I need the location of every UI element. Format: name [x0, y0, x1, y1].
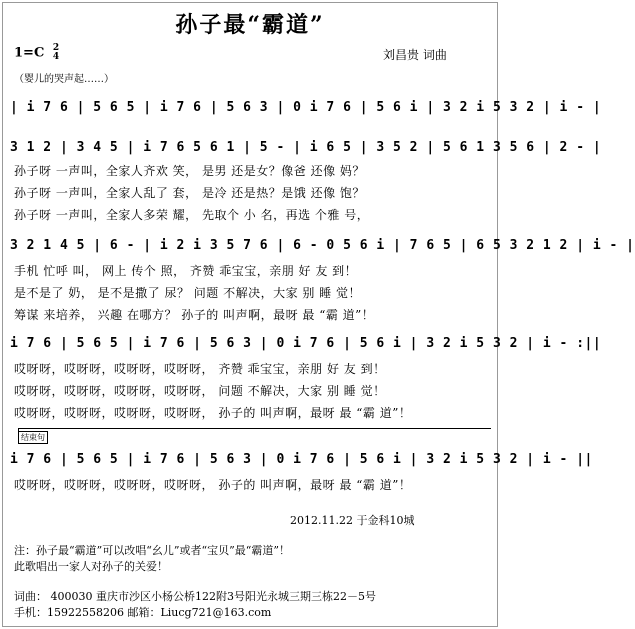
lyric-line: 哎呀呀，哎呀呀，哎呀呀，哎呀呀， 齐赞 乖宝宝，亲朋 好 友 到！: [14, 362, 386, 376]
lyric-line: 手机 忙呼 叫， 网上 传个 照， 齐赞 乖宝宝，亲朋 好 友 到！: [14, 264, 358, 278]
meter-top: 2: [52, 43, 60, 53]
meter-bottom: 4: [52, 52, 60, 62]
time-signature: [53, 44, 59, 62]
key-signature: [14, 44, 59, 62]
intro-note: （婴儿的哭声起……）: [14, 74, 114, 85]
footnote: 此歌唱出一家人对孙子的关爱！: [14, 560, 168, 573]
ending-bracket: [18, 428, 491, 435]
author-credit: 刘昌贵 词曲: [383, 48, 447, 62]
notation-row: 3 2 1 4 5 | 6 - | i 2 i 3 5 7 6 | 6 - 0 5 6 i | 7 6 5 | 6 5 3 2 1 2 | i - |: [10, 238, 635, 253]
notation-row: i 7 6 | 5 6 5 | i 7 6 | 5 6 3 | 0 i 7 6 | 5 6 i | 3 2 i 5 3 2 | i - ||: [10, 452, 593, 467]
notation-row: i 7 6 | 5 6 5 | i 7 6 | 5 6 3 | 0 i 7 6 | 5 6 i | 3 2 i 5 3 2 | i - :||: [10, 336, 602, 351]
contact-line: 手机：15922558206 邮箱：Liucg721@163.com: [14, 606, 272, 619]
lyric-line: 筹谋 来培养， 兴趣 在哪方？ 孙子的 叫声啊，最呀 最 “霸 道”！: [14, 308, 375, 322]
lyric-line: 哎呀呀，哎呀呀，哎呀呀，哎呀呀， 问题 不解决，大家 别 睡 觉！: [14, 384, 386, 398]
key-text: 1=C: [14, 45, 45, 61]
lyric-line: 孙子呀 一声叫，全家人多荣 耀， 先取个 小 名，再选 个雅 号，: [14, 208, 370, 222]
lyric-line: 哎呀呀，哎呀呀，哎呀呀，哎呀呀， 孙子的 叫声啊，最呀 最 “霸 道”！: [14, 478, 412, 492]
lyric-line: 是不是了 奶， 是不是撒了 尿？ 问题 不解决，大家 别 睡 觉！: [14, 286, 362, 300]
lyric-line: 孙子呀 一声叫，全家人乱了 套， 是冷 还是热？是饿 还像 饱？: [14, 186, 365, 200]
song-title: 孙子最“霸道”: [175, 12, 325, 38]
notation-row: | i 7 6 | 5 6 5 | i 7 6 | 5 6 3 | 0 i 7 6 | 5 6 i | 3 2 i 5 3 2 | i - |: [10, 100, 602, 115]
lyric-line: 孙子呀 一声叫，全家人齐欢 笑， 是男 还是女？像爸 还像 妈？: [14, 164, 365, 178]
contact-line: 词曲： 400030 重庆市沙区小杨公桥122附3号阳光永城三期三栋22－5号: [14, 590, 376, 603]
date-signature: 2012.11.22 于金科10城: [290, 514, 415, 527]
notation-row: 3 1 2 | 3 4 5 | i 7 6 5 6 1 | 5 - | i 6 5 | 3 5 2 | 5 6 1 3 5 6 | 2 - |: [10, 140, 602, 155]
footnote: 注：孙子最“霸道”可以改唱“幺儿”或者“宝贝”最“霸道”！: [14, 544, 290, 557]
ending-tag: 结束句: [18, 431, 48, 444]
lyric-line: 哎呀呀，哎呀呀，哎呀呀，哎呀呀， 孙子的 叫声啊，最呀 最 “霸 道”！: [14, 406, 412, 420]
